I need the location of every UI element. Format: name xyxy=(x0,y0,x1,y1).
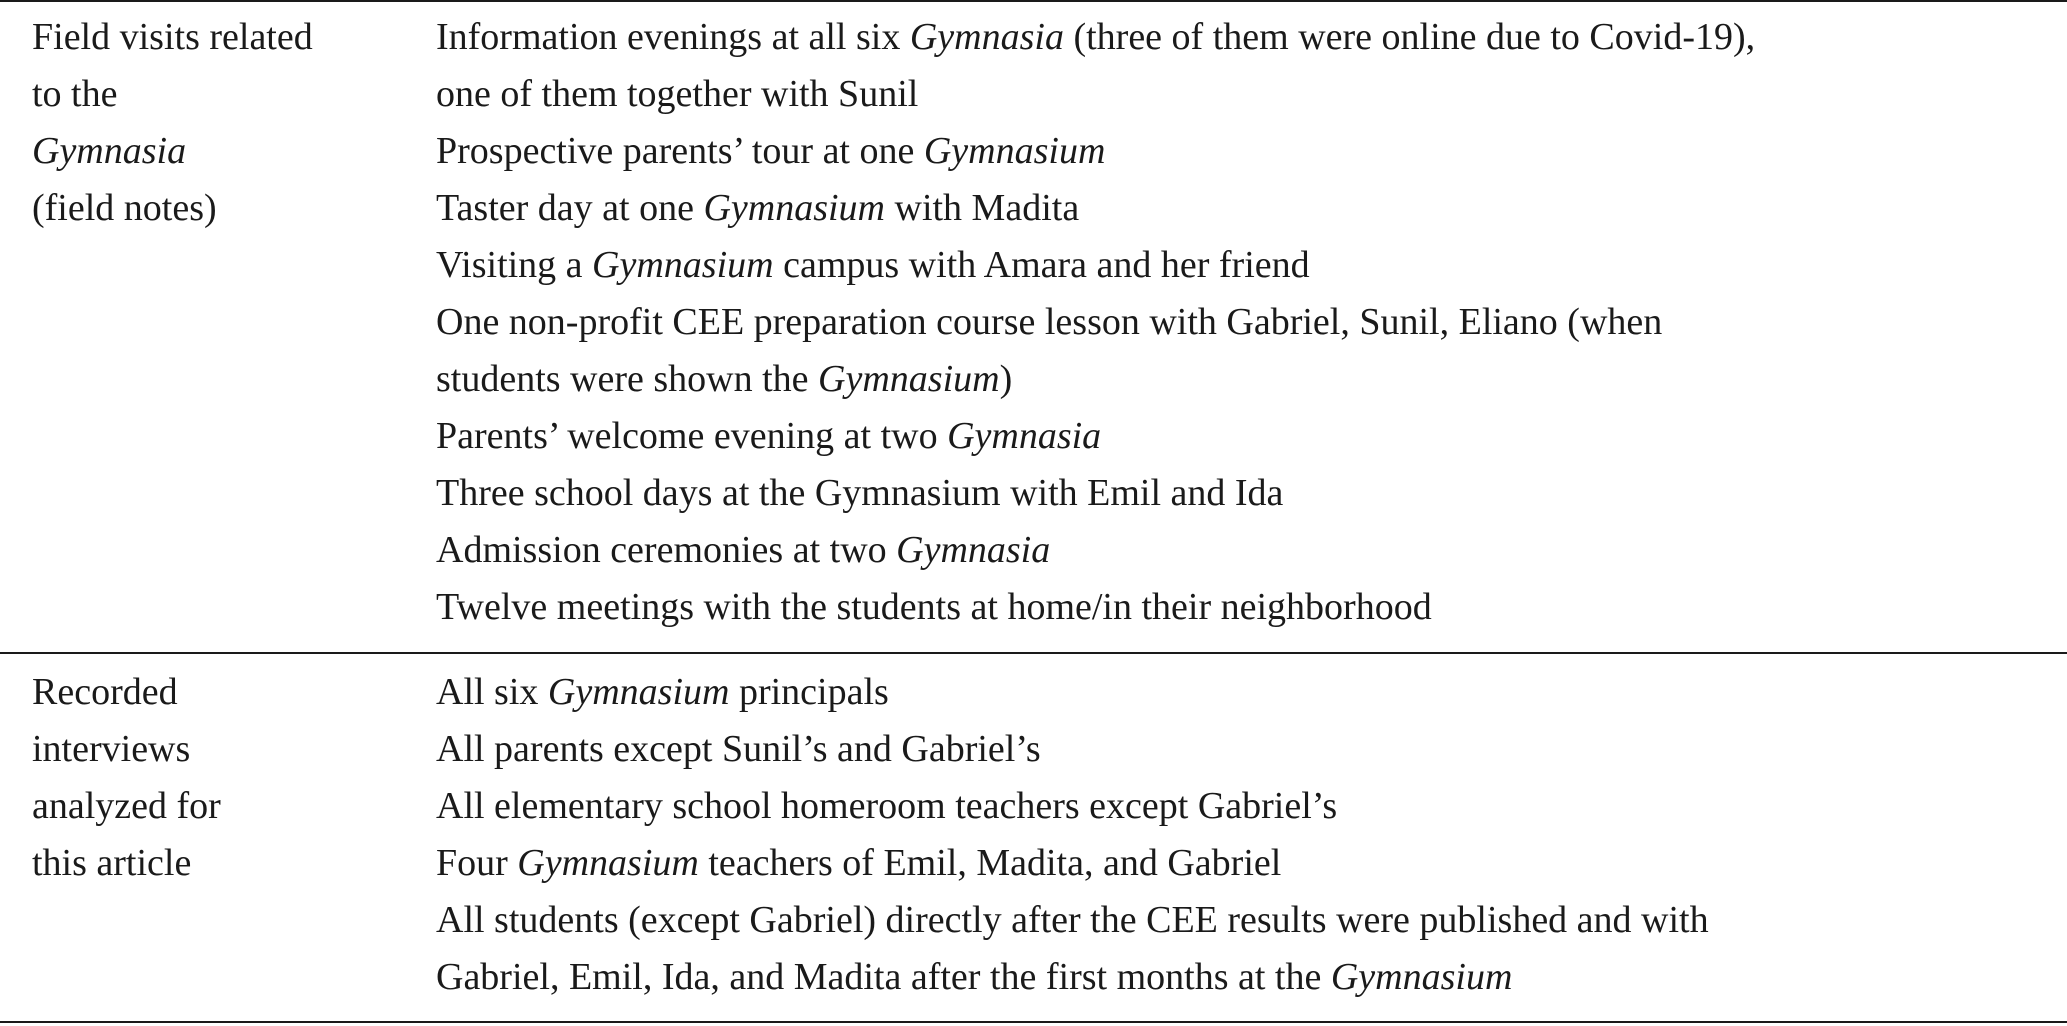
italic-term: Gymnasium xyxy=(547,671,730,713)
entries-field-visits xyxy=(436,9,2056,636)
row-label-line xyxy=(32,180,392,237)
italic-term: Gymnasia xyxy=(32,130,187,172)
text-span: All parents except Sunil’s and Gabriel’s xyxy=(436,728,1041,770)
text-span: Visiting a xyxy=(436,244,593,286)
entry-line xyxy=(436,180,2056,237)
entry-line xyxy=(436,66,2056,123)
text-span: One non-profit CEE preparation course lesson with Gabriel, Sunil, Eliano (when xyxy=(436,301,1663,343)
italic-term: Gymnasia xyxy=(896,529,1051,571)
text-span: Prospective parents’ tour at one xyxy=(436,130,924,172)
text-span: campus with Amara and her friend xyxy=(773,244,1310,286)
text-span: one of them together with Sunil xyxy=(436,73,919,115)
row-label-line xyxy=(32,664,392,721)
italic-term: Gymnasium xyxy=(517,842,699,884)
text-span: Field visits related xyxy=(32,16,313,58)
text-span: All six xyxy=(436,671,548,713)
text-span: Gabriel, Emil, Ida, and Madita after the first months at the xyxy=(436,956,1331,998)
text-span: this article xyxy=(32,842,192,884)
entry-line xyxy=(436,835,2056,892)
row-label-field-visits xyxy=(32,9,392,237)
entry-line xyxy=(436,123,2056,180)
entry-line xyxy=(436,579,2056,636)
entry-line xyxy=(436,522,2056,579)
entry-line xyxy=(436,949,2056,1006)
entry-line xyxy=(436,9,2056,66)
text-span: (field notes) xyxy=(32,187,217,229)
entry-line xyxy=(436,465,2056,522)
entries-recorded-interviews xyxy=(436,664,2056,1006)
italic-term: Gymnasia xyxy=(909,16,1064,58)
italic-term: Gymnasium xyxy=(818,358,1000,400)
italic-term: Gymnasium xyxy=(1330,956,1513,998)
text-span: principals xyxy=(729,671,889,713)
text-span: Recorded xyxy=(32,671,178,713)
italic-term: Gymnasia xyxy=(947,415,1102,457)
row-label-line xyxy=(32,66,392,180)
italic-term: Gymnasium xyxy=(703,187,885,229)
entry-line xyxy=(436,892,2056,949)
text-span: analyzed for xyxy=(32,785,221,827)
table-bottom-rule xyxy=(0,1021,2067,1023)
row-label-recorded-interviews xyxy=(32,664,392,892)
text-span: Admission ceremonies at two xyxy=(436,529,897,571)
text-span: Parents’ welcome evening at two xyxy=(436,415,948,457)
text-span: teachers of Emil, Madita, and Gabriel xyxy=(698,842,1282,884)
entry-line xyxy=(436,351,2056,408)
text-span: Taster day at one xyxy=(436,187,704,229)
row-label-line xyxy=(32,9,392,66)
italic-term: Gymnasium xyxy=(592,244,774,286)
text-span: Twelve meetings with the students at home/in their neighborhood xyxy=(436,586,1432,628)
table-middle-rule xyxy=(0,652,2067,654)
row-label-line xyxy=(32,778,392,835)
entry-line xyxy=(436,721,2056,778)
text-span: All elementary school homeroom teachers except Gabriel’s xyxy=(436,785,1338,827)
text-span: (three of them were online due to Covid-19), xyxy=(1063,16,1756,58)
row-label-line xyxy=(32,835,392,892)
entry-line xyxy=(436,408,2056,465)
text-span: Four xyxy=(436,842,518,884)
text-span: interviews xyxy=(32,728,191,770)
entry-line xyxy=(436,664,2056,721)
entry-line xyxy=(436,778,2056,835)
text-span: Information evenings at all six xyxy=(436,16,910,58)
text-span: Three school days at the Gymnasium with Emil and Ida xyxy=(436,472,1284,514)
text-span: ) xyxy=(999,358,1013,400)
row-label-line xyxy=(32,721,392,778)
text-span: with Madita xyxy=(885,187,1080,229)
entry-line xyxy=(436,294,2056,351)
italic-term: Gymnasium xyxy=(923,130,1106,172)
entry-line xyxy=(436,237,2056,294)
text-span: students were shown the xyxy=(436,358,819,400)
text-span: All students (except Gabriel) directly after the CEE results were published and with xyxy=(436,899,1709,941)
text-span: to the xyxy=(32,73,118,115)
table-top-rule xyxy=(0,0,2067,2)
